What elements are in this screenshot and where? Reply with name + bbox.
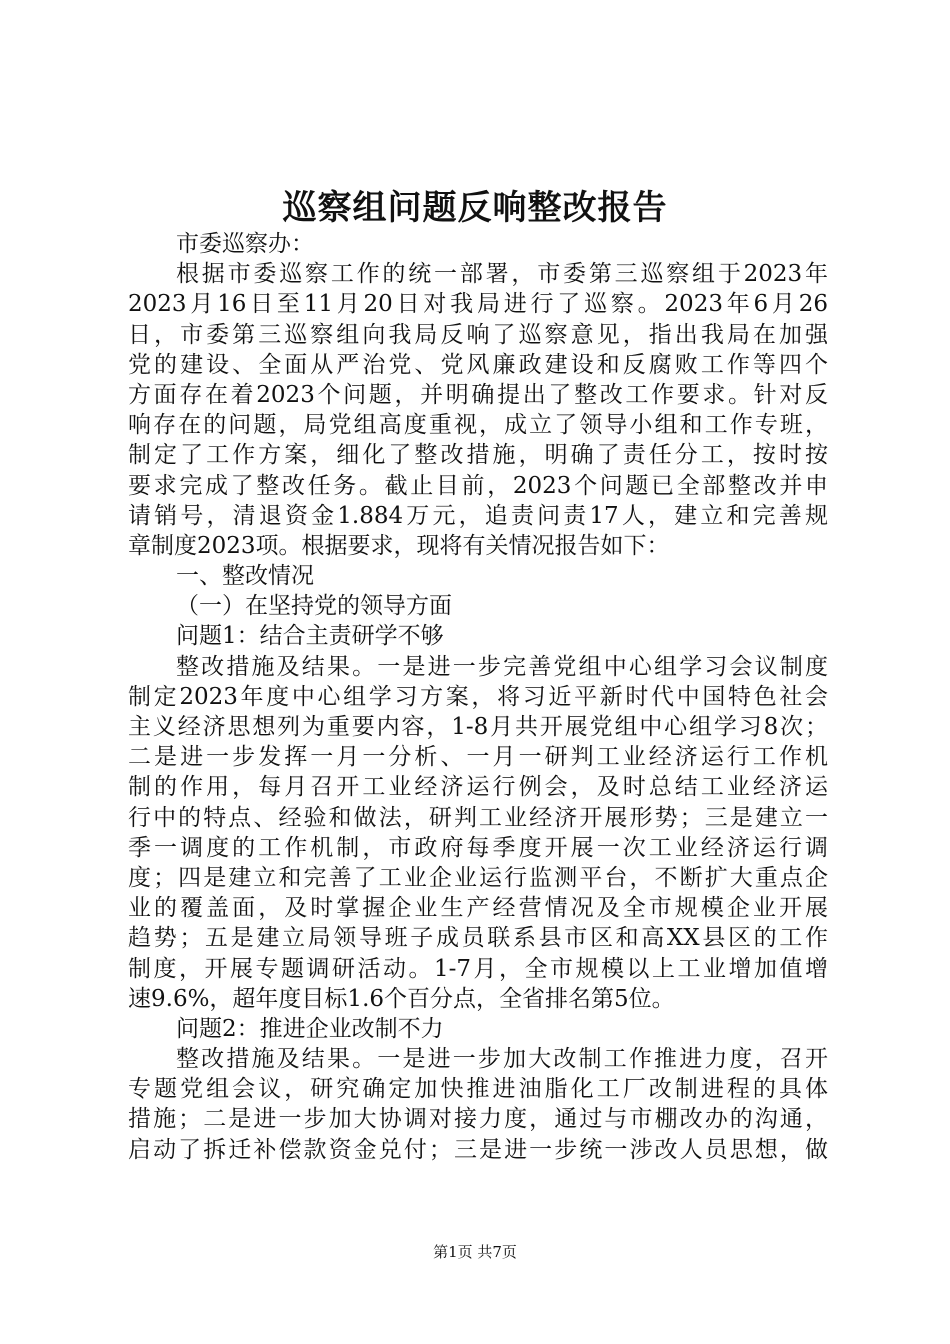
- text-line: 日，市委第三巡察组向我局反响了巡察意见，指出我局在加强: [128, 321, 828, 348]
- text-line: 趋势；五是建立局领导班子成员联系县市区和高XX县区的工作: [128, 925, 828, 952]
- document-body: [128, 229, 828, 1165]
- text-line: 季一调度的工作机制，市政府每季度开展一次工业经济运行调: [128, 834, 828, 861]
- text-line: 主义经济思想列为重要内容，1-8月共开展党组中心组学习8次；: [128, 714, 828, 740]
- text-line: 问题1：结合主责研学不够: [176, 623, 444, 650]
- text-line: 响存在的问题，局党组高度重视，成立了领导小组和工作专班，: [128, 412, 828, 439]
- text-line: 2023月16日至11月20日对我局进行了巡察。2023年6月26: [128, 291, 828, 318]
- text-line: 启动了拆迁补偿款资金兑付；三是进一步统一涉改人员思想，做: [128, 1136, 828, 1163]
- text-line: 整改措施及结果。一是进一步完善党组中心组学习会议制度: [176, 653, 828, 680]
- text-line: 制度，开展专题调研活动。1-7月，全市规模以上工业增加值增: [128, 955, 828, 982]
- text-line: 制定2023年度中心组学习方案，将习近平新时代中国特色社会: [128, 683, 828, 710]
- text-line: 章制度2023项。根据要求，现将有关情况报告如下：: [128, 532, 670, 559]
- text-line: 一、整改情况: [176, 563, 314, 590]
- text-line: 二是进一步发挥一月一分析、一月一研判工业经济运行工作机: [128, 744, 828, 771]
- text-line: 请销号，清退资金1.884万元，追责问责17人，建立和完善规: [128, 502, 828, 529]
- text-line: 整改措施及结果。一是进一步加大改制工作推进力度，召开: [176, 1046, 828, 1073]
- text-line: （一）在坚持党的领导方面: [176, 593, 452, 620]
- text-line: 行中的特点、经验和做法，研判工业经济开展形势；三是建立一: [128, 804, 828, 831]
- text-line: 度；四是建立和完善了工业企业运行监测平台，不断扩大重点企: [128, 864, 828, 891]
- text-line: 业的覆盖面，及时掌握企业生产经营情况及全市规模企业开展: [128, 895, 828, 922]
- page-footer: 第1页 共7页: [433, 1243, 517, 1261]
- text-line: 问题2：推进企业改制不力: [176, 1015, 444, 1042]
- text-line: 要求完成了整改任务。截止目前，2023个问题已全部整改并申: [128, 472, 828, 499]
- text-line: 党的建设、全面从严治党、党风廉政建设和反腐败工作等四个: [128, 351, 828, 378]
- text-line: 措施；二是进一步加大协调对接力度，通过与市棚改办的沟通，: [128, 1106, 828, 1133]
- text-line: 专题党组会议，研究确定加快推进油脂化工厂改制进程的具体: [128, 1076, 828, 1103]
- document-title: 巡察组问题反响整改报告: [282, 188, 668, 228]
- text-line: 制定了工作方案，细化了整改措施，明确了责任分工，按时按: [128, 442, 828, 469]
- text-line: 制的作用，每月召开工业经济运行例会，及时总结工业经济运: [128, 774, 828, 801]
- text-line: 方面存在着2023个问题，并明确提出了整改工作要求。针对反: [128, 381, 828, 408]
- text-line: 速9.6%，超年度目标1.6个百分点，全省排名第5位。: [128, 985, 675, 1012]
- text-line: 根据市委巡察工作的统一部署，市委第三巡察组于2023年: [176, 261, 828, 288]
- text-line: 市委巡察办：: [176, 231, 314, 257]
